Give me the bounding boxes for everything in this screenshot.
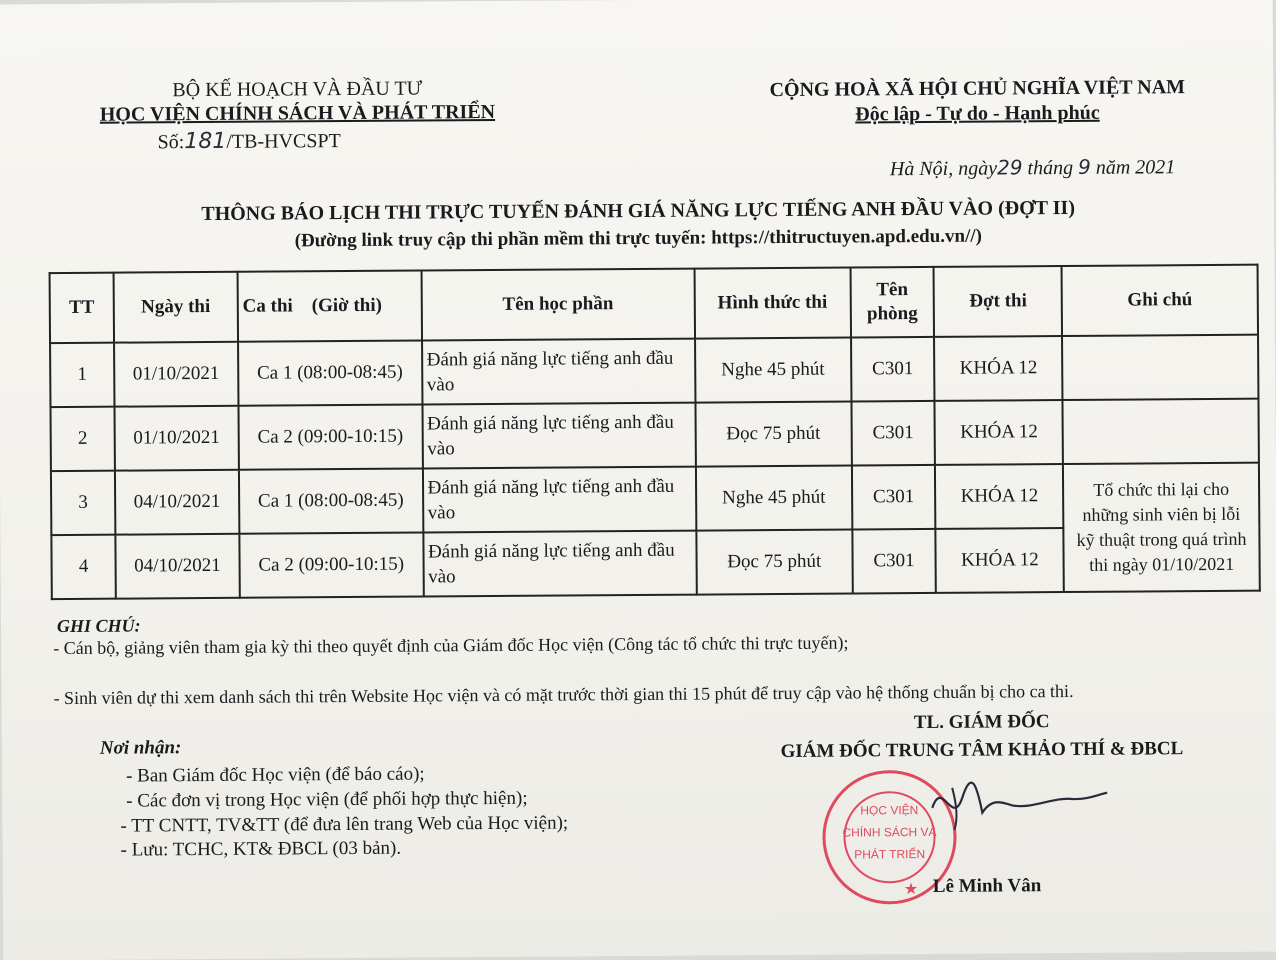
handwritten-signature [922, 767, 1112, 838]
note-item: - Cán bộ, giảng viên tham gia kỳ thi theo quyết định của Giám đốc Học viện (Công tác tổ chức thi trực tuyến); [53, 632, 849, 659]
date-day: 29 [996, 155, 1023, 180]
header-room-line1: Tên [876, 279, 909, 301]
document-date [890, 154, 1176, 181]
stamp-line3: PHÁT TRIỂN [854, 847, 926, 862]
recipient-item: - Các đơn vị trong Học viện (để phối hợp thực hiện); [126, 787, 528, 812]
signature-position: GIÁM ĐỐC TRUNG TÂM KHẢO THÍ & ĐBCL [780, 738, 1184, 763]
year-label: năm 2021 [1095, 156, 1176, 179]
notice-title: THÔNG BÁO LỊCH THI TRỰC TUYẾN ĐÁNH GIÁ NĂNG LỰC TIẾNG ANH ĐẦU VÀO (ĐỢT II) [201, 196, 1076, 226]
nation-name: CỘNG HOÀ XÃ HỘI CHỦ NGHĨA VIỆT NAM [769, 76, 1186, 102]
cell-shift: Ca 2 (09:00-10:15) [239, 533, 423, 598]
cell-shift: Ca 1 (08:00-08:45) [238, 341, 422, 406]
header-shift-time: (Giờ thi) [311, 294, 382, 317]
cell-room: C301 [852, 529, 936, 594]
header-note: Ghi chú [1062, 265, 1258, 336]
cell-note-empty [1063, 399, 1259, 464]
header-shift [237, 271, 421, 342]
cell-tt: 1 [50, 343, 114, 407]
number-prefix: Số: [157, 131, 185, 154]
header-date: Ngày thi [113, 272, 237, 343]
cell-batch: KHÓA 12 [936, 528, 1064, 593]
header-room-line2: phòng [866, 303, 918, 325]
signer-name: Lê Minh Vân [932, 875, 1042, 897]
recipient-item: - TT CNTT, TV&TT (để đưa lên trang Web của Học viện); [120, 812, 569, 837]
cell-format: Đọc 75 phút [696, 530, 852, 595]
cell-format: Nghe 45 phút [696, 466, 852, 531]
national-motto: Độc lập - Tự do - Hạnh phúc [855, 101, 1100, 126]
cell-note-empty [1062, 335, 1258, 400]
cell-batch: KHÓA 12 [935, 464, 1063, 529]
cell-date: 04/10/2021 [115, 470, 239, 535]
month-label: tháng [1027, 156, 1074, 180]
document-number [158, 128, 341, 154]
header-shift-label: Ca thi [242, 295, 293, 317]
cell-batch: KHÓA 12 [935, 400, 1063, 465]
cell-format: Đọc 75 phút [695, 402, 851, 467]
date-month: 9 [1077, 154, 1091, 179]
header-tt: TT [50, 273, 114, 343]
recipient-item: - Lưu: TCHC, KT& ĐBCL (03 bản). [120, 837, 402, 861]
signature-on-behalf: TL. GIÁM ĐỐC [913, 711, 1050, 734]
institute-name: HỌC VIỆN CHÍNH SÁCH VÀ PHÁT TRIỂN [99, 100, 496, 126]
notes-heading: GHI CHÚ: [56, 615, 141, 637]
header-room [850, 267, 934, 338]
cell-course: Đánh giá năng lực tiếng anh đầu vào [423, 531, 697, 597]
cell-date: 01/10/2021 [114, 342, 238, 407]
header-course: Tên học phần [421, 269, 695, 341]
cell-course: Đánh giá năng lực tiếng anh đầu vào [422, 467, 696, 533]
cell-room: C301 [851, 401, 935, 466]
cell-note-retake: Tổ chức thi lại cho những sinh viên bị lỗi kỹ thuật trong quá trình thi ngày 01/10/2021 [1063, 463, 1260, 592]
cell-room: C301 [851, 465, 935, 530]
cell-tt: 3 [51, 471, 115, 535]
number-handwritten: 181 [184, 128, 227, 155]
cell-format: Nghe 45 phút [695, 338, 851, 403]
stamp-line2: CHÍNH SÁCH VÀ [842, 824, 937, 840]
stamp-line1: HỌC VIỆN [860, 803, 919, 818]
cell-date: 04/10/2021 [115, 534, 239, 599]
table-header-row [50, 265, 1258, 343]
date-prefix: Hà Nội, ngày [889, 157, 998, 181]
stamp-star-icon: ★ [903, 881, 919, 899]
number-suffix: /TB-HVCSPT [226, 130, 341, 153]
exam-schedule-table [49, 264, 1261, 600]
cell-course: Đánh giá năng lực tiếng anh đầu vào [422, 339, 696, 405]
ministry-name: BỘ KẾ HOẠCH VÀ ĐẦU TƯ [172, 77, 423, 102]
table-row [50, 335, 1258, 407]
cell-date: 01/10/2021 [114, 406, 238, 471]
cell-tt: 2 [50, 407, 114, 471]
table-row [51, 463, 1259, 535]
cell-course: Đánh giá năng lực tiếng anh đầu vào [422, 403, 696, 469]
header-format: Hình thức thi [694, 268, 850, 339]
recipients-heading: Nơi nhận: [99, 737, 182, 759]
cell-room: C301 [851, 337, 935, 402]
note-item: - Sinh viên dự thi xem danh sách thi trên Website Học viện và có mặt trước thời gian thi 15 phút để truy cập vào hệ thống chuẩn bị cho ca thi. [53, 680, 1074, 709]
table-row [50, 399, 1258, 471]
notice-subtitle: (Đường link truy cập thi phần mềm thi trực tuyến: https://thitructuyen.apd.edu.vn//) [294, 225, 983, 252]
cell-batch: KHÓA 12 [934, 336, 1062, 401]
cell-shift: Ca 2 (09:00-10:15) [238, 405, 422, 470]
cell-shift: Ca 1 (08:00-08:45) [239, 469, 423, 534]
recipient-item: - Ban Giám đốc Học viện (để báo cáo); [125, 763, 425, 787]
header-batch: Đợt thi [934, 266, 1062, 337]
cell-tt: 4 [51, 535, 115, 599]
